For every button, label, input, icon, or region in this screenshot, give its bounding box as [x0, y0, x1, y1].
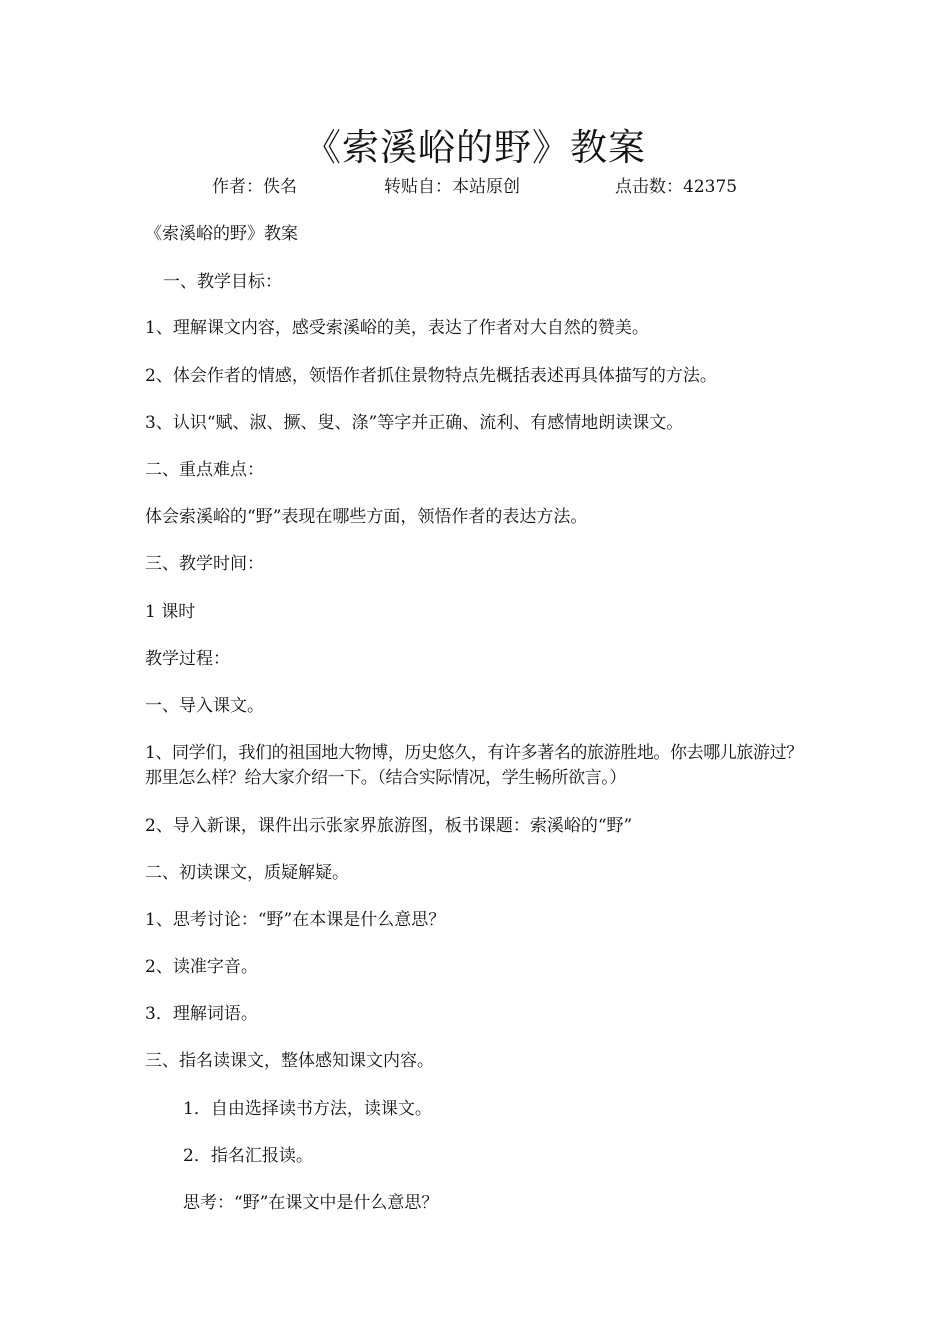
section-heading: 一、教学目标： [163, 272, 282, 292]
document-title: 《索溪峪的野》教案 [304, 126, 646, 169]
paragraph: 思考：“野”在课文中是什么意思？ [183, 1193, 439, 1213]
objective-item: 1、理解课文内容，感受索溪峪的美，表达了作者对大自然的赞美。 [145, 318, 649, 338]
hit-count: 点击数：42375 [615, 177, 738, 197]
paragraph: 1、思考讨论：“野”在本课是什么意思？ [145, 910, 446, 930]
paragraph: 1 课时 [145, 602, 196, 622]
objective-item: 3、认识“赋、淑、撅、叟、涤”等字并正确、流利、有感情地朗读课文。 [145, 413, 684, 433]
source-info: 转贴自：本站原创 [384, 177, 520, 197]
objective-item: 2、体会作者的情感，领悟作者抓住景物特点先概括表述再具体描写的方法。 [145, 366, 717, 386]
doc-subtitle: 《索溪峪的野》教案 [145, 224, 298, 244]
section-heading: 二、初读课文，质疑解疑。 [145, 863, 349, 883]
section-heading: 二、重点难点： [145, 460, 264, 480]
section-heading: 教学过程： [145, 649, 230, 669]
section-heading: 三、指名读课文，整体感知课文内容。 [145, 1051, 434, 1071]
section-heading: 三、教学时间： [145, 554, 264, 574]
paragraph: 1、同学们，我们的祖国地大物博，历史悠久，有许多著名的旅游胜地。你去哪儿旅游过？那里怎么样？给大家介绍一下。（结合实际情况，学生畅所欲言。） [145, 743, 803, 788]
paragraph: 2、读准字音。 [145, 957, 258, 977]
section-heading: 一、导入课文。 [145, 696, 264, 716]
paragraph: 3．理解词语。 [145, 1004, 258, 1024]
paragraph: 2、导入新课，课件出示张家界旅游图，板书课题：索溪峪的“野” [145, 816, 633, 836]
paragraph: 1．自由选择读书方法，读课文。 [183, 1099, 432, 1119]
paragraph: 体会索溪峪的“野”表现在哪些方面，领悟作者的表达方法。 [145, 507, 588, 527]
paragraph: 2．指名汇报读。 [183, 1146, 313, 1166]
author-info: 作者：佚名 [212, 177, 297, 197]
